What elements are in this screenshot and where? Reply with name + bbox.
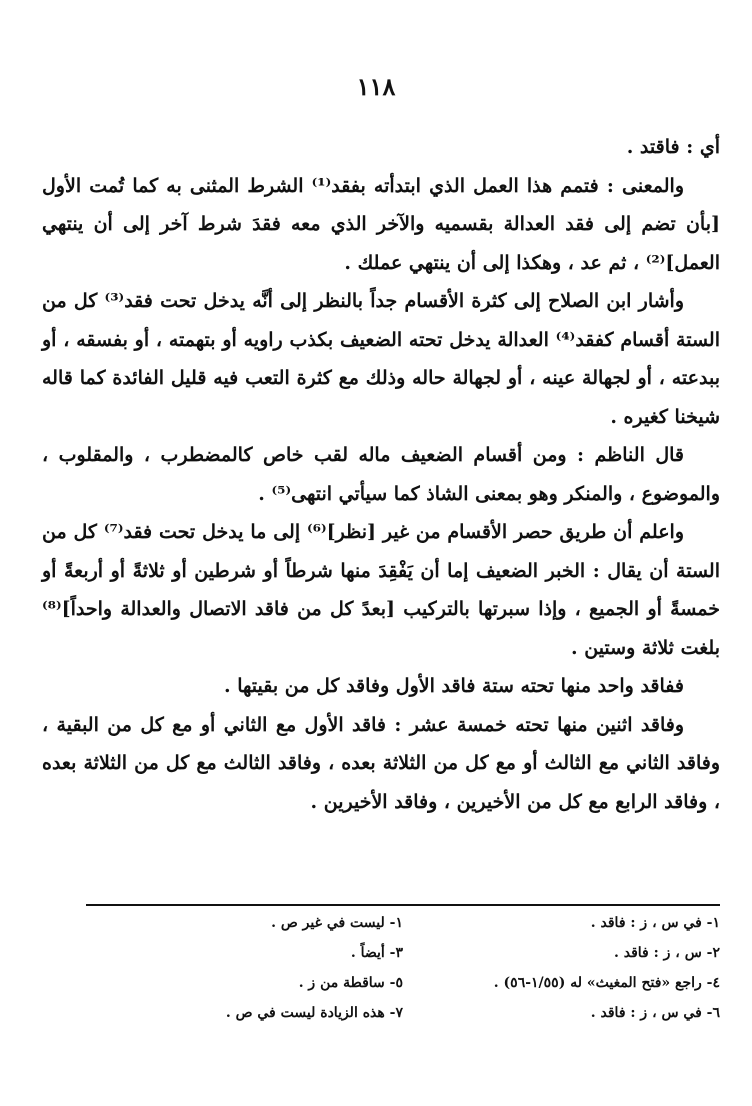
footnote: ٢- س ، ز : فاقد . [614,945,720,961]
footnote: ٧- هذه الزيادة ليست في ص . [225,1005,403,1021]
footnote: ٣- أيضاً . [350,945,403,961]
footnote: ٥- ساقطة من ز . [298,975,403,991]
footnotes [86,912,720,1024]
main-text [42,128,720,821]
paragraph: وأشار ابن الصلاح إلى كثرة الأقسام جداً بالنظر إلى أنَّه يدخل تحت فقد⁽³⁾ كل من الستة أقسام كفقد⁽⁴⁾ العدالة يدخل تحته الضعيف بكذب راويه أو بتهمته ، أو بفسقه ، أو ببدعته ، أو لجهالة عينه ، أو لجهالة حاله وذلك مع كثرة التعب فيه قليل الفائدة كما قاله شيخنا كغيره . [42,290,720,428]
footnote-divider [86,904,720,906]
footnote: ٤- راجع «فتح المغيث» له (١/٥٥-٥٦) . [493,975,720,991]
page-number: ١١٨ [356,72,396,101]
footnote: ١- ليست في غير ص . [271,915,403,931]
paragraph: قال الناظم : ومن أقسام الضعيف ماله لقب خاص كالمضطرب ، والمقلوب ، والموضوع ، والمنكر وهو بمعنى الشاذ كما سيأتي انتهى⁽⁵⁾ . [42,444,720,505]
footnote: ٦- في س ، ز : فاقد . [590,1005,720,1021]
paragraph: واعلم أن طريق حصر الأقسام من غير [نظر]⁽⁶⁾ إلى ما يدخل تحت فقد⁽⁷⁾ كل من الستة أن يقال : الخبر الضعيف إما أن يَفْقِدَ منها شرطاً أو شرطين أو ثلاثةً أو أربعةً أو خمسةً أو الجميع ، وإذا سبرتها بالتركيب [بعدً كل من فاقد الاتصال والعدالة واحداً]⁽⁸⁾ بلغت ثلاثة وستين . [42,521,720,659]
footnote: ١- في س ، ز : فاقد . [590,915,720,931]
paragraph: ففاقد واحد منها تحته ستة فاقد الأول وفاقد كل من بقيتها . [224,675,684,697]
paragraph: والمعنى : فتمم هذا العمل الذي ابتدأته بفقد⁽¹⁾ الشرط المثنى به كما تُمت الأول [بأن تضم إلى فقد العدالة بقسميه والآخر الذي معه فقدَ شرط آخر إلى أن ينتهي العمل]⁽²⁾ ، ثم عد ، وهكذا إلى أن ينتهي عملك . [42,174,720,274]
paragraph: وفاقد اثنين منها تحته خمسة عشر : فاقد الأول مع الثاني أو مع كل من البقية ، وفاقد الثاني مع الثالث أو مع كل من الثلاثة بعده ، وفاقد الثالث مع كل من الثلاثة بعده ، وفاقد الرابع مع كل من الأخيرين ، وفاقد الأخيرين . [42,713,720,813]
paragraph: أي : فاقتد . [626,136,720,158]
